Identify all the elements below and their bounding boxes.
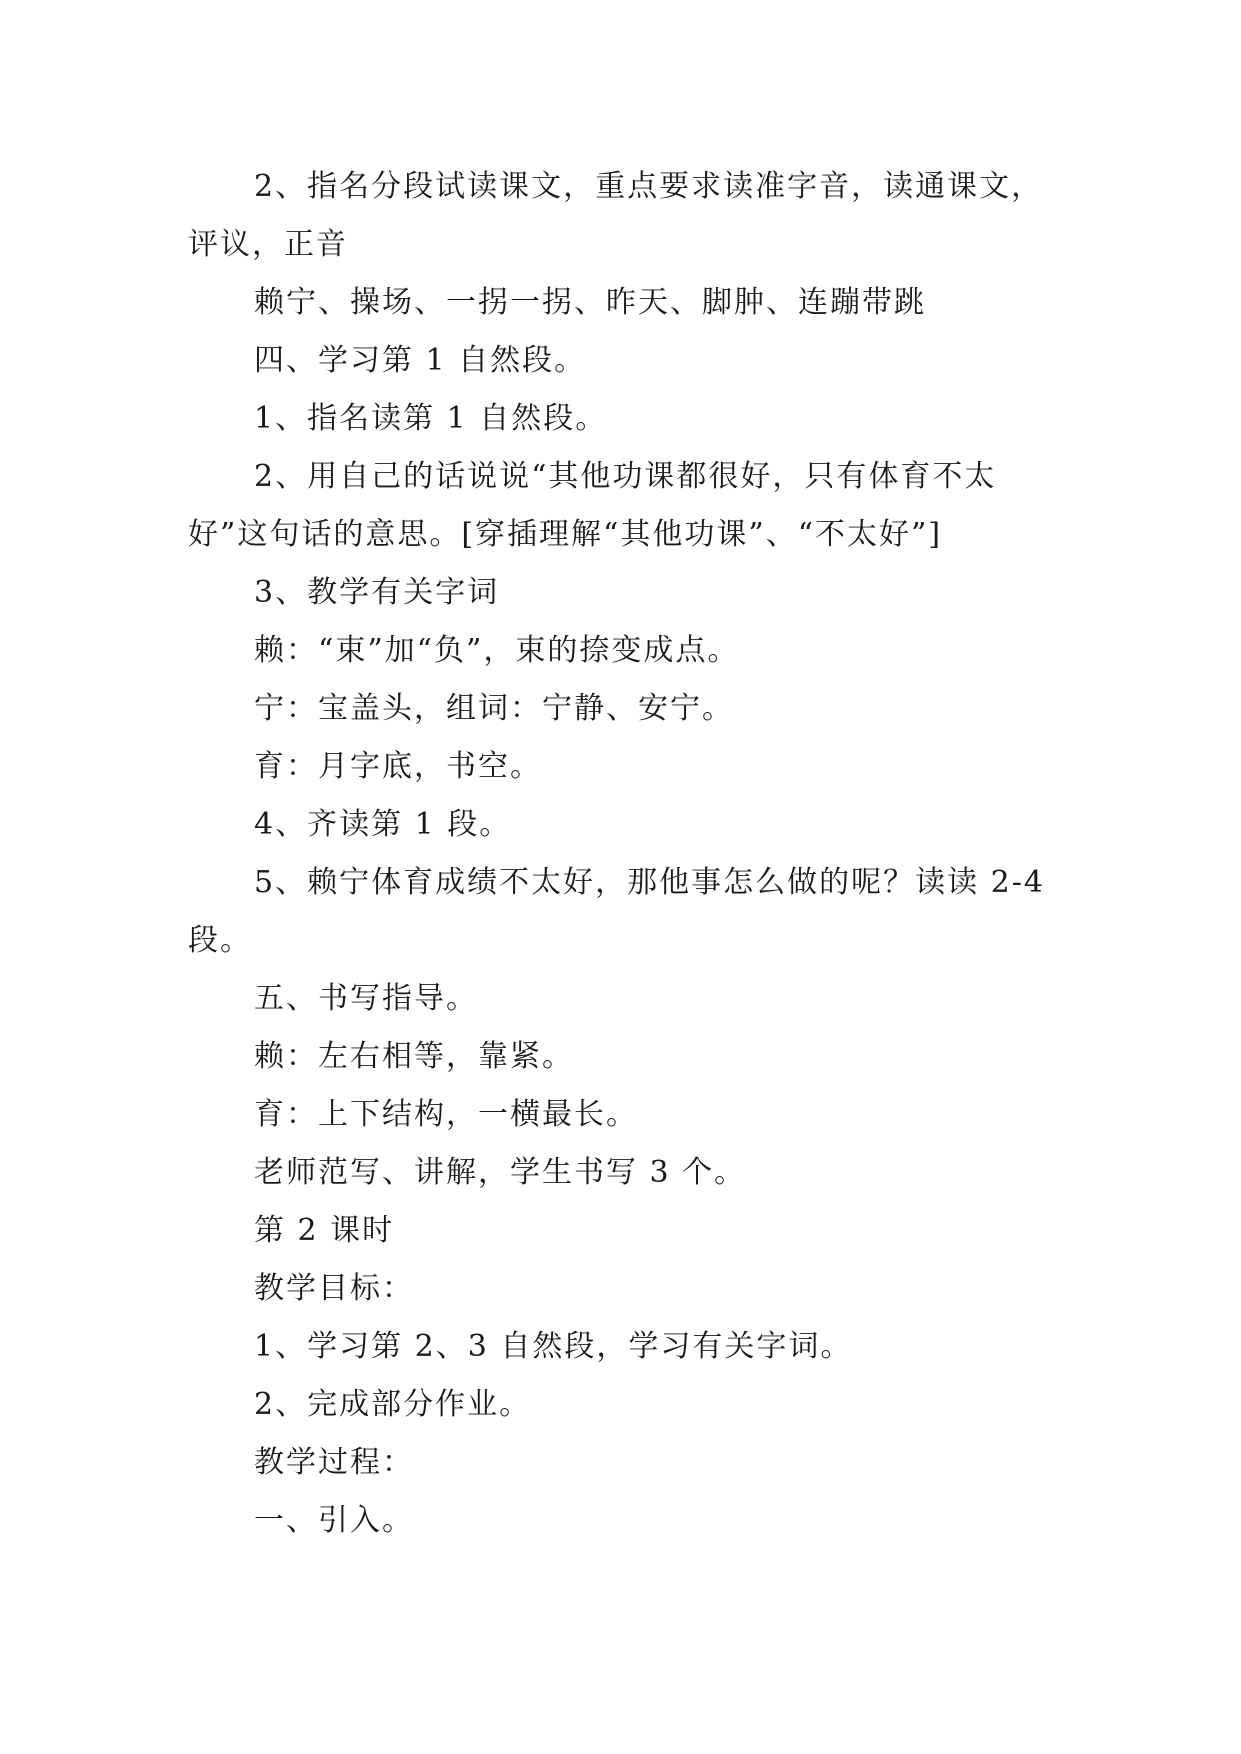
paragraph: 1、学习第 2、3 自然段，学习有关字词。 <box>254 1329 853 1364</box>
paragraph: 4、齐读第 1 段。 <box>254 807 512 842</box>
paragraph: 老师范写、讲解，学生书写 3 个。 <box>254 1155 747 1190</box>
paragraph: 2、完成部分作业。 <box>254 1387 532 1422</box>
paragraph: 赖宁、操场、一拐一拐、昨天、脚肿、连蹦带跳 <box>254 285 926 320</box>
paragraph: 宁：宝盖头，组词：宁静、安宁。 <box>254 691 734 726</box>
paragraph: 3、教学有关字词 <box>254 575 500 610</box>
paragraph: 教学目标： <box>254 1271 414 1306</box>
paragraph: 赖：左右相等，靠紧。 <box>254 1039 574 1074</box>
paragraph: 第 2 课时 <box>254 1213 395 1248</box>
paragraph: 2、指名分段试读课文，重点要求读准字音，读通课文，评议，正音 <box>188 169 1044 262</box>
paragraph: 育：月字底，书空。 <box>254 749 542 784</box>
paragraph: 一、引入。 <box>254 1503 414 1538</box>
paragraph: 2、用自己的话说说“其他功课都很好，只有体育不太好”这句话的意思。[穿插理解“其他功课”、“不太好”] <box>188 459 997 552</box>
paragraph: 赖：“束”加“负”，束的捺变成点。 <box>254 633 740 668</box>
paragraph: 5、赖宁体育成绩不太好，那他事怎么做的呢？读读 2-4 段。 <box>188 865 1045 958</box>
paragraph: 教学过程： <box>254 1445 414 1480</box>
paragraph: 1、指名读第 1 自然段。 <box>254 401 608 436</box>
document-page <box>188 158 1068 1550</box>
paragraph: 四、学习第 1 自然段。 <box>254 343 587 378</box>
paragraph: 五、书写指导。 <box>254 981 478 1016</box>
paragraph: 育：上下结构，一横最长。 <box>254 1097 638 1132</box>
